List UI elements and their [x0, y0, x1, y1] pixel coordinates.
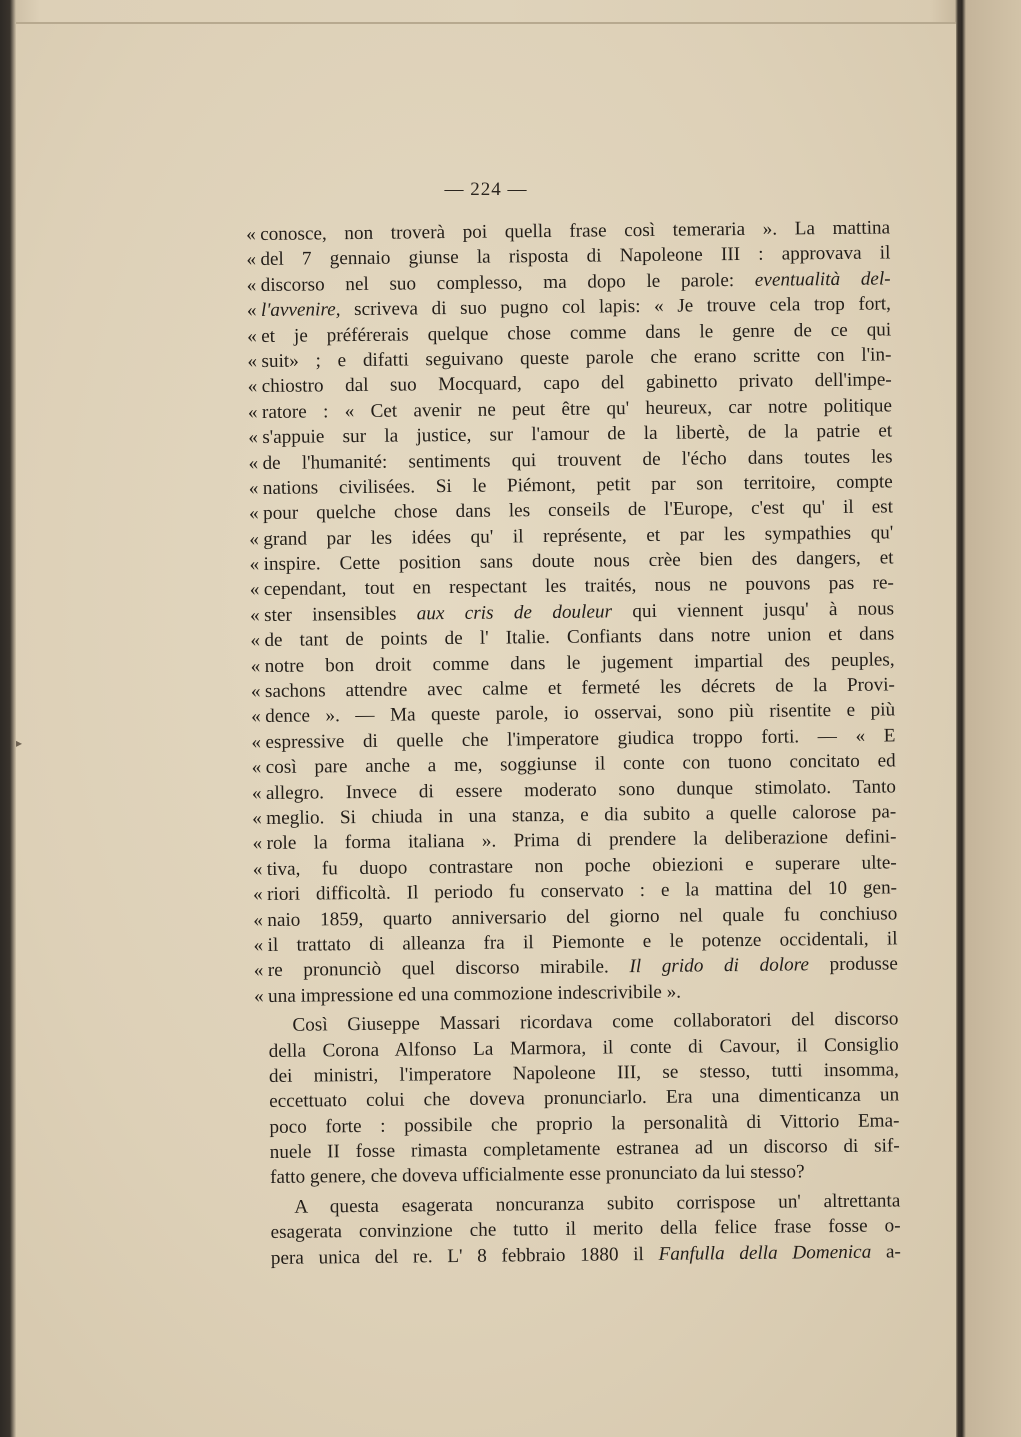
book-page	[16, 22, 956, 1437]
italic-phrase: l'avvenire,	[260, 299, 341, 322]
line-text: sachons attendre avec calme et fermeté les décrets de la Provi-	[264, 674, 895, 703]
line-text: nations civilisées. Si le Piémont, petit par son territoire, compte	[262, 471, 893, 499]
guillemet-mark: «	[246, 300, 257, 322]
line-text: pour quelche chose dans les conseils de l'Europe, c'est qu' il est	[262, 496, 894, 525]
paragraph-noncuranza	[270, 1188, 901, 1271]
line-text: re pronunciò quel discorso mirabile.	[267, 956, 630, 982]
line-text: de l'humanité: sentiments qui trouvent de l'écho dans toutes les	[262, 445, 893, 474]
margin-mark: ▸	[16, 736, 23, 750]
italic-phrase: aux cris de douleur	[416, 601, 613, 625]
line-text: fatto genere, che doveva ufficialmente esse pronunciato da lui stesso?	[269, 1161, 805, 1189]
guillemet-mark: «	[247, 350, 258, 373]
line-text: discorso nel suo complesso, ma dopo le parole:	[260, 269, 755, 296]
line-text: inspire. Cette position sans doute nous crèe bien des dangers, et	[263, 547, 894, 576]
line-text: s'appuie sur la justice, sur l'amour de la libertè, de la patrie et	[262, 420, 893, 449]
guillemet-mark: «	[247, 325, 257, 347]
line-text: cependant, tout en respectant les traités, nous ne pouvons pas re-	[263, 572, 894, 601]
text-line	[270, 1159, 900, 1191]
guillemet-mark: «	[253, 934, 264, 957]
guillemet-mark: «	[246, 224, 256, 246]
line-text: produsse	[808, 953, 898, 976]
italic-phrase: eventualità del-	[754, 268, 891, 291]
line-text: et je préférerais quelque chose comme dans le genre de ce qui	[261, 318, 892, 347]
guillemet-mark: «	[249, 528, 260, 550]
guillemet-mark: «	[249, 554, 260, 576]
guillemet-mark: «	[250, 604, 260, 626]
guillemet-mark: «	[252, 884, 263, 906]
page-number: — 224 —	[444, 179, 528, 200]
guillemet-mark: «	[250, 655, 261, 677]
guillemet-mark: «	[246, 274, 257, 296]
line-text: ratore : « Cet avenir ne peut être qu' heureux, car notre politique	[261, 395, 893, 423]
line-text: espressive di quelle che l'imperatore giudica troppo forti. — « E	[265, 725, 896, 753]
guillemet-mark: «	[246, 249, 257, 271]
line-text: qui viennent jusqu' à nous	[611, 598, 895, 623]
line-text: dence ». — Ma queste parole, io osservai, sono più risentite e più	[265, 699, 896, 728]
line-text: della Corona Alfonso La Marmora, il conte di Cavour, il Consiglio	[268, 1033, 899, 1062]
line-text: A questa esagerata noncuranza subito corrispose un' altrettanta	[294, 1190, 901, 1218]
line-text: role la forma italiana ». Prima di prendere la deliberazione defini-	[266, 826, 897, 855]
line-text: del 7 gennaio giunse la risposta di Napoleone III : approvava il	[260, 242, 891, 271]
guillemet-mark: «	[252, 807, 262, 830]
guillemet-mark: «	[248, 477, 259, 500]
guillemet-mark: «	[252, 833, 263, 855]
guillemet-mark: «	[253, 960, 264, 982]
guillemet-mark: «	[248, 427, 258, 449]
line-text: una impressione ed una commozione indescrivibile ».	[267, 981, 682, 1007]
line-text: poco forte : possibile che proprio la personalità di Vittorio Ema-	[269, 1110, 900, 1138]
line-text: pera unica del re. L' 8 febbraio 1880 il	[270, 1243, 659, 1269]
line-text: ster insensibles	[264, 603, 417, 626]
body-text	[246, 215, 901, 1271]
line-text: grand par les idées qu' il représente, et par les sympathies qu'	[263, 522, 894, 550]
guillemet-mark: «	[251, 757, 262, 779]
guillemet-mark: «	[247, 401, 258, 423]
guillemet-mark: «	[250, 630, 261, 652]
quoted-paragraph	[246, 215, 898, 1009]
paragraph-massari	[268, 1006, 900, 1190]
line-text: così pare anche a me, soggiunse il conte con tuono concitato ed	[265, 750, 896, 779]
line-text: esagerata convinzione che tutto il merito della felice frase fosse o-	[270, 1215, 901, 1244]
line-text: Così Giuseppe Massari ricordava come collaboratori del discorso	[292, 1008, 899, 1036]
line-text: il trattato di alleanza fra il Piemonte e le potenze occidentali, il	[267, 928, 898, 956]
line-text: suit» ; e difatti seguivano queste parole che erano scritte con l'in-	[261, 344, 892, 372]
italic-phrase: Il grido di dolore	[629, 954, 810, 978]
guillemet-mark: «	[253, 985, 264, 1007]
line-text: notre bon droit comme dans le jugement impartial des peuples,	[264, 649, 895, 677]
line-text: dei ministri, l'imperatore Napoleone III, se stesso, tutti insomma,	[268, 1059, 900, 1087]
guillemet-mark: «	[248, 452, 259, 474]
line-text: tiva, fu duopo contrastare non poche obiezioni e superare ulte-	[266, 852, 897, 880]
guillemet-mark: «	[251, 782, 262, 804]
line-text: allegro. Invece di essere moderato sono dunque stimolato. Tanto	[265, 775, 897, 804]
italic-phrase: Fanfulla della Domenica	[658, 1241, 872, 1265]
guillemet-mark: «	[253, 909, 264, 931]
line-text: a-	[871, 1240, 901, 1263]
guillemet-mark: «	[252, 858, 263, 880]
line-text: meglio. Si chiuda in una stanza, e dia subito a quelle calorose pa-	[266, 801, 897, 829]
guillemet-mark: «	[250, 681, 261, 703]
line-text: conosce, non troverà poi quella frase così temeraria ». La mattina	[260, 217, 891, 245]
line-text: scriveva di suo pugno col lapis: « Je trouve cela trop fort,	[340, 293, 892, 321]
line-text: de tant de points de l' Italie. Confiants dans notre union et dans	[264, 623, 895, 652]
guillemet-mark: «	[251, 706, 261, 728]
line-text: chiostro dal suo Mocquard, capo del gabinetto privato dell'impe-	[261, 369, 892, 398]
line-text: nuele II fosse rimasta completamente estranea ad un discorso di sif-	[269, 1135, 900, 1164]
line-text: riori difficoltà. Il periodo fu conservato : e la mattina del 10 gen-	[266, 877, 898, 906]
guillemet-mark: «	[249, 579, 260, 601]
line-text: eccettuato colui che doveva pronunciarlo. Era una dimenticanza un	[269, 1084, 900, 1113]
line-text: naio 1859, quarto anniversario del giorno nel quale fu conchiuso	[267, 902, 898, 931]
guillemet-mark: «	[248, 503, 259, 525]
guillemet-mark: «	[251, 731, 262, 753]
guillemet-mark: «	[247, 376, 258, 398]
